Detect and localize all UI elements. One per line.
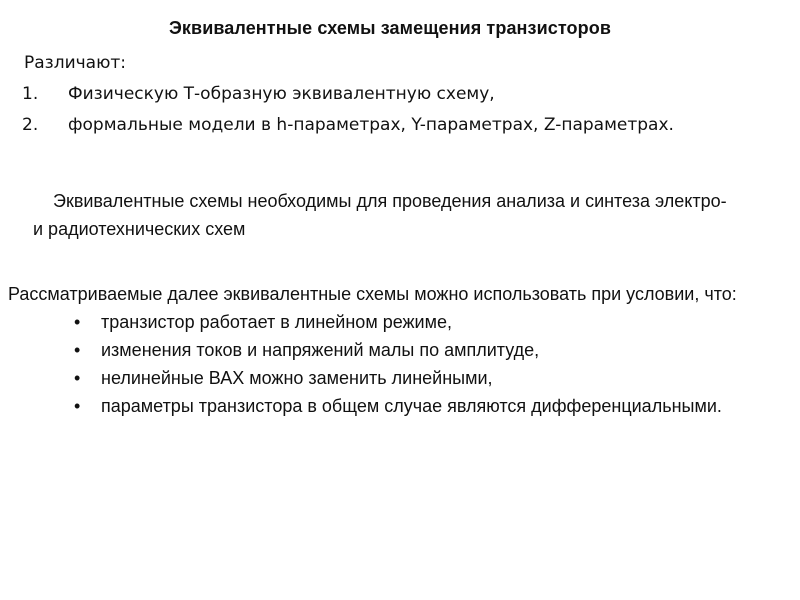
conditions-lead: Рассматриваемые далее эквивалентные схемы можно использовать при условии, что: xyxy=(8,284,737,304)
bullet-text: параметры транзистора в общем случае являются дифференциальными. xyxy=(101,396,722,416)
conditions-block xyxy=(8,280,778,420)
list-item-text: Физическую Т-образную эквивалентную схему, xyxy=(68,84,495,104)
bullet-item xyxy=(8,392,778,420)
bullet-text: транзистор работает в линейном режиме, xyxy=(101,312,452,332)
bullet-text: нелинейные ВАХ можно заменить линейными, xyxy=(101,368,493,388)
list-item-text: формальные модели в h-параметрах, Y-параметрах, Z-параметрах. xyxy=(68,115,674,135)
bullet-list xyxy=(8,308,778,420)
list-number: 2. xyxy=(22,115,39,135)
bullet-icon: • xyxy=(74,368,81,388)
slide-title: Эквивалентные схемы замещения транзисторов xyxy=(169,18,611,38)
bullet-icon: • xyxy=(74,396,81,416)
bullet-item xyxy=(8,336,778,364)
bullet-item xyxy=(8,308,778,336)
note-paragraph: Эквивалентные схемы необходимы для проведения анализа и синтеза электро- и радиотехнических схем xyxy=(33,191,727,239)
intro-text: Различают: xyxy=(24,53,127,73)
list-number: 1. xyxy=(22,84,39,104)
bullet-text: изменения токов и напряжений малы по амплитуде, xyxy=(101,340,540,360)
bullet-item xyxy=(8,364,778,392)
bullet-icon: • xyxy=(74,340,81,360)
bullet-icon: • xyxy=(74,312,81,332)
